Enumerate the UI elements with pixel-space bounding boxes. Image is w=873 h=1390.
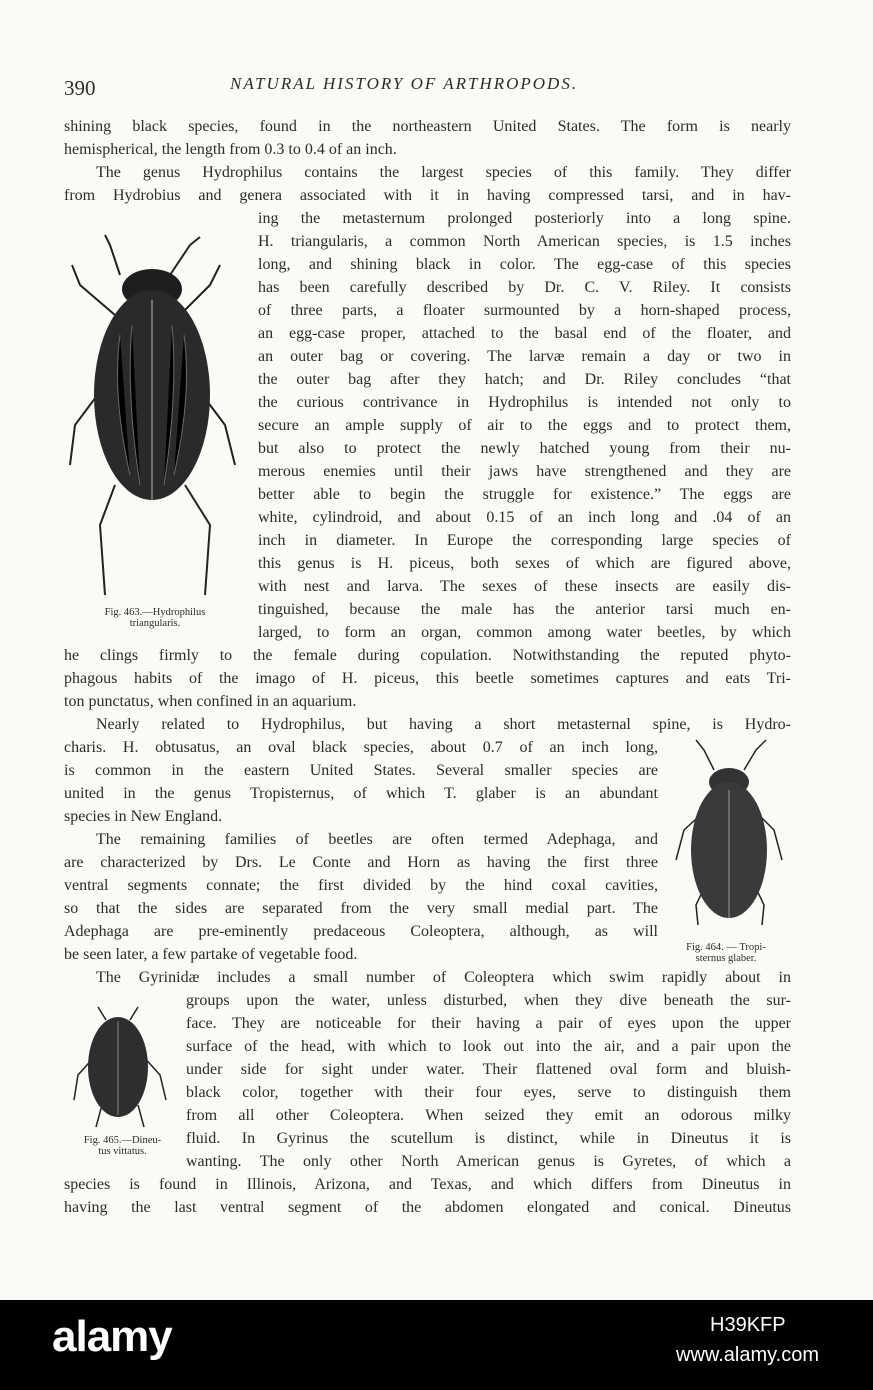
body-line: are characterized by Drs. Le Conte and Horn as having the first three: [64, 854, 658, 871]
body-line: groups upon the water, unless disturbed, when they dive beneath the sur-: [186, 992, 791, 1009]
body-line: fluid. In Gyrinus the scutellum is distinct, while in Dineutus it is: [186, 1130, 791, 1147]
body-line: this genus is H. piceus, both sexes of which are figured above,: [258, 555, 791, 572]
body-line: species in New England.: [64, 808, 223, 825]
body-line: The Gyrinidæ includes a small number of Coleoptera which swim rapidly about in: [96, 969, 791, 986]
body-line: secure an ample supply of air to the eggs and to protect them,: [258, 417, 791, 434]
image-id: H39KFP: [710, 1314, 786, 1336]
body-line: phagous habits of the imago of H. piceus, this beetle sometimes captures and eats Tri-: [64, 670, 791, 687]
body-line: face. They are noticeable for their having a pair of eyes upon the upper: [186, 1015, 791, 1032]
body-line: be seen later, a few partake of vegetable food.: [64, 946, 358, 963]
body-line: ing the metasternum prolonged posteriorly into a long spine.: [258, 210, 791, 227]
figure-465-beetle: [68, 1005, 173, 1133]
stock-footer-bar: [0, 1300, 873, 1390]
body-line: charis. H. obtusatus, an oval black species, about 0.7 of an inch long,: [64, 739, 658, 756]
body-line: from all other Coleoptera. When seized they emit an odorous milky: [186, 1107, 791, 1124]
body-line: an outer bag or covering. The larvæ remain a day or two in: [258, 348, 791, 365]
body-line: merous enemies until their jaws have strengthened and they are: [258, 463, 791, 480]
running-title: NATURAL HISTORY OF ARTHROPODS.: [230, 74, 579, 93]
body-line: ventral segments connate; the first divided by the hind coxal cavities,: [64, 877, 658, 894]
body-line: the curious contrivance in Hydrophilus is intended not only to: [258, 394, 791, 411]
body-line: having the last ventral segment of the abdomen elongated and conical. Dineutus: [64, 1199, 791, 1216]
body-line: larged, to form an organ, common among water beetles, by which: [258, 624, 791, 641]
body-line: The remaining families of beetles are often termed Adephaga, and: [96, 831, 658, 848]
body-line: wanting. The only other North American genus is Gyretes, of which a: [186, 1153, 791, 1170]
figure-463-caption: Fig. 463.—Hydrophilus triangularis.: [104, 607, 206, 629]
body-line: ton punctatus, when confined in an aquarium.: [64, 693, 357, 710]
body-line: Nearly related to Hydrophilus, but having a short metasternal spine, is Hydro-: [96, 716, 791, 733]
figure-463-beetle: [60, 225, 250, 610]
body-line: hemispherical, the length from 0.3 to 0.4 of an inch.: [64, 141, 397, 158]
figure-464-caption: Fig. 464. — Tropi- sternus glaber.: [686, 942, 766, 964]
body-line: inch in diameter. In Europe the corresponding large species of: [258, 532, 791, 549]
body-line: an egg-case proper, attached to the basal end of the floater, and: [258, 325, 791, 342]
body-line: white, cylindroid, and about 0.15 of an inch long and .04 of an: [258, 509, 791, 526]
body-line: black color, together with their four eyes, serve to distinguish them: [186, 1084, 791, 1101]
body-line: shining black species, found in the northeastern United States. The form is nearly: [64, 118, 791, 135]
figure-465-caption: Fig. 465.—Dineu- tus vittatus.: [83, 1135, 162, 1157]
body-line: H. triangularis, a common North American species, is 1.5 inches: [258, 233, 791, 250]
footer-url: www.alamy.com: [676, 1344, 819, 1366]
figure-464-beetle: [666, 730, 791, 930]
body-line: with nest and larva. The sexes of these insects are easily dis-: [258, 578, 791, 595]
body-line: of three parts, a floater surmounted by a horn-shaped process,: [258, 302, 791, 319]
body-line: he clings firmly to the female during copulation. Notwithstanding the reputed phyto-: [64, 647, 791, 664]
body-line: united in the genus Tropisternus, of which T. glaber is an abundant: [64, 785, 658, 802]
body-line: species is found in Illinois, Arizona, and Texas, and which differs from Dineutus in: [64, 1176, 791, 1193]
alamy-logo: alamy: [52, 1312, 172, 1361]
body-line: surface of the head, with which to look out into the air, and a pair upon the: [186, 1038, 791, 1055]
body-line: tinguished, because the male has the anterior tarsi much en-: [258, 601, 791, 618]
body-line: Adephaga are pre-eminently predaceous Coleoptera, although, as will: [64, 923, 658, 940]
body-line: the outer bag after they hatch; and Dr. Riley concludes “that: [258, 371, 791, 388]
body-line: has been carefully described by Dr. C. V. Riley. It consists: [258, 279, 791, 296]
body-line: so that the sides are separated from the very small medial part. The: [64, 900, 658, 917]
body-line: but also to protect the newly hatched young from their nu-: [258, 440, 791, 457]
body-line: long, and shining black in color. The egg-case of this species: [258, 256, 791, 273]
body-line: is common in the eastern United States. Several smaller species are: [64, 762, 658, 779]
body-line: from Hydrobius and genera associated with it in having compressed tarsi, and in hav-: [64, 187, 791, 204]
body-line: better able to begin the struggle for existence.” The eggs are: [258, 486, 791, 503]
body-line: The genus Hydrophilus contains the largest species of this family. They differ: [96, 164, 791, 181]
body-line: under side for sight under water. Their flattened oval form and bluish-: [186, 1061, 791, 1078]
page-number: 390: [64, 76, 96, 100]
